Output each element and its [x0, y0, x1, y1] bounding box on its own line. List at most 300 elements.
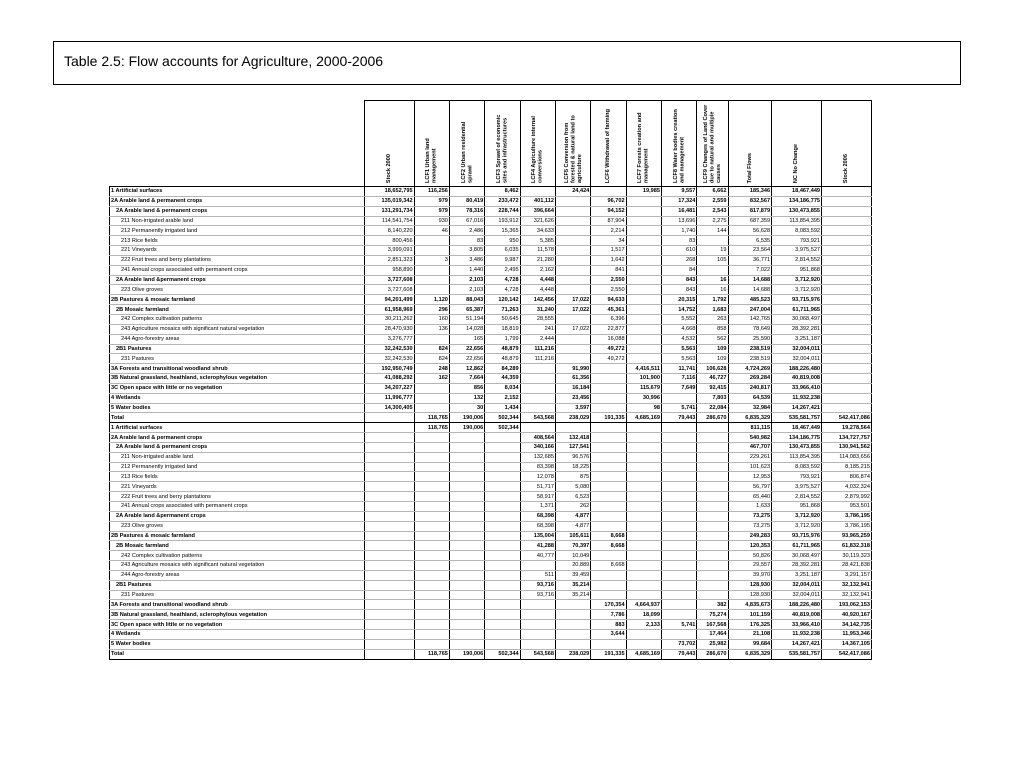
table-cell: 61,711,965	[772, 305, 822, 315]
table-cell	[591, 502, 626, 512]
table-cell: 28,392,281	[772, 561, 822, 571]
table-cell: 61,958,969	[364, 305, 414, 315]
table-cell	[364, 492, 414, 502]
row-label: 241 Annual crops associated with permanent crops	[110, 502, 365, 512]
table-cell	[661, 511, 696, 521]
table-cell	[661, 551, 696, 561]
table-cell: 116,256	[414, 187, 449, 197]
table-cell	[485, 511, 520, 521]
table-cell: 73,275	[728, 511, 772, 521]
table-cell: 1,792	[697, 295, 728, 305]
table-cell	[449, 433, 484, 443]
table-cell	[591, 590, 626, 600]
table-cell: 128,930	[728, 580, 772, 590]
row-label: 1 Artificial surfaces	[110, 423, 365, 433]
table-cell: 49,272	[591, 344, 626, 354]
table-cell	[414, 521, 449, 531]
table-row	[110, 629, 872, 639]
column-header-label: LCF4 Agriculture internal conversions	[531, 116, 544, 183]
table-cell: 84,289	[485, 364, 520, 374]
table-cell: 45,361	[591, 305, 626, 315]
table-cell	[449, 541, 484, 551]
column-header-label: NC No Change	[793, 143, 800, 183]
table-cell: 83,398	[520, 462, 555, 472]
table-cell	[449, 629, 484, 639]
table-cell	[414, 639, 449, 649]
table-cell	[364, 511, 414, 521]
table-cell	[697, 423, 728, 433]
table-row	[110, 561, 872, 571]
table-cell	[661, 393, 696, 403]
table-cell: 1,120	[414, 295, 449, 305]
table-cell	[626, 354, 661, 364]
table-cell	[697, 541, 728, 551]
table-cell	[414, 275, 449, 285]
row-label: 2B Mosaic farmland	[110, 541, 365, 551]
table-cell: 83	[661, 236, 696, 246]
table-cell: 856	[449, 383, 484, 393]
table-cell: 14,688	[728, 285, 772, 295]
table-cell	[822, 265, 872, 275]
table-cell	[414, 492, 449, 502]
table-cell: 10,049	[555, 551, 590, 561]
table-cell	[364, 482, 414, 492]
table-row	[110, 314, 872, 324]
title-box	[53, 41, 961, 85]
table-cell: 39,459	[555, 570, 590, 580]
table-row	[110, 442, 872, 452]
flow-accounts-table	[109, 100, 872, 660]
table-cell: 30,068,497	[772, 551, 822, 561]
table-cell	[591, 403, 626, 413]
table-cell: 5,741	[661, 620, 696, 630]
table-cell	[626, 216, 661, 226]
table-cell: 2,103	[449, 285, 484, 295]
table-cell: 485,523	[728, 295, 772, 305]
table-cell: 109	[697, 344, 728, 354]
table-cell	[822, 255, 872, 265]
table-cell: 135,019,342	[364, 196, 414, 206]
table-cell: 5,741	[661, 403, 696, 413]
table-cell: 6,535	[728, 236, 772, 246]
table-cell	[661, 433, 696, 443]
flow-accounts-table-container	[109, 100, 872, 660]
row-label: 223 Olive groves	[110, 521, 365, 531]
table-cell	[822, 354, 872, 364]
table-cell: 134,727,757	[822, 433, 872, 443]
table-cell: 4,685,169	[626, 413, 661, 423]
table-cell: 806,874	[822, 472, 872, 482]
table-row	[110, 462, 872, 472]
table-cell: 8,668	[591, 541, 626, 551]
table-row	[110, 590, 872, 600]
table-cell: 28,470,930	[364, 324, 414, 334]
row-label: 243 Agriculture mosaics with significant natural vegetation	[110, 324, 365, 334]
table-cell: 2,550	[591, 275, 626, 285]
table-cell	[626, 305, 661, 315]
table-cell: 562	[697, 334, 728, 344]
table-cell	[485, 482, 520, 492]
table-cell	[591, 511, 626, 521]
table-cell: 188,226,480	[772, 600, 822, 610]
table-cell: 106,628	[697, 364, 728, 374]
row-label: 212 Permanently irrigated land	[110, 462, 365, 472]
table-cell	[626, 511, 661, 521]
table-cell: 18,099	[626, 610, 661, 620]
table-cell	[661, 580, 696, 590]
table-cell	[661, 482, 696, 492]
table-cell: 511	[520, 570, 555, 580]
table-cell	[626, 334, 661, 344]
table-cell	[661, 502, 696, 512]
table-cell	[364, 600, 414, 610]
table-cell	[364, 452, 414, 462]
table-cell: 793,921	[772, 472, 822, 482]
table-cell: 25,982	[697, 639, 728, 649]
table-cell	[364, 561, 414, 571]
table-cell: 2,214	[591, 226, 626, 236]
table-cell: 3,999,091	[364, 246, 414, 256]
table-cell: 262	[555, 502, 590, 512]
table-cell: 142,456	[520, 295, 555, 305]
table-cell	[414, 462, 449, 472]
table-cell	[520, 639, 555, 649]
table-cell: 40,819,008	[772, 610, 822, 620]
table-cell: 22,656	[449, 354, 484, 364]
row-label: 241 Annual crops associated with permanent crops	[110, 265, 365, 275]
table-cell: 401,112	[520, 196, 555, 206]
table-cell	[697, 492, 728, 502]
table-row	[110, 216, 872, 226]
column-header	[697, 101, 728, 187]
table-row	[110, 285, 872, 295]
table-cell: 190,006	[449, 413, 484, 423]
table-cell: 2,879,992	[822, 492, 872, 502]
table-cell: 132,418	[555, 433, 590, 443]
table-cell: 2,814,552	[772, 255, 822, 265]
table-cell: 36,771	[728, 255, 772, 265]
table-row	[110, 620, 872, 630]
table-cell	[591, 442, 626, 452]
table-cell: 2,275	[697, 216, 728, 226]
table-cell: 951,868	[772, 265, 822, 275]
table-cell	[697, 561, 728, 571]
table-row	[110, 492, 872, 502]
table-cell: 75,274	[697, 610, 728, 620]
table-cell: 32,242,530	[364, 354, 414, 364]
table-cell	[626, 236, 661, 246]
table-cell: 502,344	[485, 649, 520, 659]
row-label: 2A Arable land &permanent crops	[110, 511, 365, 521]
row-label: 212 Permanently irrigated land	[110, 226, 365, 236]
table-cell: 824	[414, 354, 449, 364]
table-cell	[697, 531, 728, 541]
table-cell: 14,267,421	[772, 639, 822, 649]
table-cell: 3,251,187	[772, 334, 822, 344]
table-cell: 142,765	[728, 314, 772, 324]
table-cell	[626, 226, 661, 236]
table-cell	[626, 551, 661, 561]
table-cell	[364, 413, 414, 423]
table-cell	[661, 561, 696, 571]
table-cell	[414, 570, 449, 580]
table-row	[110, 236, 872, 246]
table-cell: 83	[449, 236, 484, 246]
table-cell	[626, 295, 661, 305]
table-cell	[822, 236, 872, 246]
table-cell: 18,467,449	[772, 187, 822, 197]
table-cell	[555, 639, 590, 649]
table-cell: 2,152	[485, 393, 520, 403]
table-row	[110, 324, 872, 334]
table-cell: 5,563	[661, 354, 696, 364]
table-cell: 61,832,318	[822, 541, 872, 551]
table-cell: 32,004,011	[772, 354, 822, 364]
table-cell: 18,467,449	[772, 423, 822, 433]
table-cell: 87,904	[591, 216, 626, 226]
table-cell: 79,443	[661, 649, 696, 659]
table-cell: 4,668	[661, 324, 696, 334]
table-cell	[555, 265, 590, 275]
table-cell	[591, 393, 626, 403]
table-cell: 11,932,238	[772, 629, 822, 639]
table-cell	[661, 541, 696, 551]
table-cell	[626, 561, 661, 571]
table-cell: 11,932,238	[772, 393, 822, 403]
table-cell: 50,826	[728, 551, 772, 561]
table-cell: 467,707	[728, 442, 772, 452]
table-cell: 61,356	[555, 374, 590, 384]
table-cell: 48,879	[485, 344, 520, 354]
row-label: 221 Vineyards	[110, 246, 365, 256]
table-cell: 228,744	[485, 206, 520, 216]
table-cell: 41,088,292	[364, 374, 414, 384]
row-label: 2A Arable land & permanent crops	[110, 442, 365, 452]
table-row	[110, 364, 872, 374]
table-cell	[555, 314, 590, 324]
table-cell	[555, 344, 590, 354]
table-cell: 12,078	[520, 472, 555, 482]
row-label: 213 Rice fields	[110, 472, 365, 482]
table-cell: 91,990	[555, 364, 590, 374]
table-cell	[822, 393, 872, 403]
table-cell: 15,365	[485, 226, 520, 236]
table-cell: 49,272	[591, 354, 626, 364]
table-cell: 32,004,011	[772, 344, 822, 354]
table-cell	[485, 600, 520, 610]
table-body	[110, 187, 872, 660]
table-cell: 11,996,777	[364, 393, 414, 403]
table-cell	[485, 590, 520, 600]
table-cell: 118,765	[414, 413, 449, 423]
table-cell: 32,132,941	[822, 580, 872, 590]
table-cell: 191,335	[591, 413, 626, 423]
table-cell	[414, 590, 449, 600]
table-cell: 93,965,259	[822, 531, 872, 541]
table-cell: 240,817	[728, 383, 772, 393]
table-cell: 71,263	[485, 305, 520, 315]
table-cell	[414, 442, 449, 452]
table-cell	[364, 541, 414, 551]
table-cell: 2,559	[697, 196, 728, 206]
table-cell: 30	[449, 403, 484, 413]
table-cell: 4,835,673	[728, 600, 772, 610]
table-row	[110, 206, 872, 216]
row-label: 2A Arable land & permanent crops	[110, 206, 365, 216]
table-cell	[485, 551, 520, 561]
table-cell	[449, 570, 484, 580]
table-cell: 34,207,227	[364, 383, 414, 393]
table-cell: 2,543	[697, 206, 728, 216]
table-cell: 88,043	[449, 295, 484, 305]
table-cell	[661, 600, 696, 610]
table-row	[110, 305, 872, 315]
table-cell	[626, 580, 661, 590]
table-row	[110, 472, 872, 482]
table-cell	[364, 590, 414, 600]
table-cell: 1,642	[591, 255, 626, 265]
table-cell	[485, 521, 520, 531]
table-cell	[697, 472, 728, 482]
table-cell: 5,563	[661, 344, 696, 354]
table-cell: 28,392,281	[772, 324, 822, 334]
table-cell	[697, 462, 728, 472]
column-header-label: LCF9 Changes of Land Cover due to natural and multiple causes	[702, 104, 722, 183]
row-label: 3B Natural grassland, heathland, sclerophylous vegetation	[110, 610, 365, 620]
table-cell	[555, 354, 590, 364]
table-cell: 502,344	[485, 423, 520, 433]
row-label: 4 Wetlands	[110, 629, 365, 639]
table-cell: 543,568	[520, 649, 555, 659]
table-cell	[591, 433, 626, 443]
table-cell: 858	[697, 324, 728, 334]
table-cell	[364, 649, 414, 659]
table-cell: 34,633	[520, 226, 555, 236]
table-cell: 113,854,395	[772, 216, 822, 226]
row-label: 244 Agro-forestry areas	[110, 334, 365, 344]
table-cell: 382	[697, 600, 728, 610]
table-cell: 930	[414, 216, 449, 226]
column-header	[822, 101, 872, 187]
table-cell: 4,728	[485, 285, 520, 295]
table-cell	[555, 334, 590, 344]
row-label: 1 Artificial surfaces	[110, 187, 365, 197]
column-header-label: LCF5 Conversion from forested & natural land to agriculture	[563, 115, 583, 183]
table-cell: 248	[414, 364, 449, 374]
table-cell: 50,645	[485, 314, 520, 324]
column-header-label: Stock 2000	[385, 153, 392, 183]
table-row	[110, 482, 872, 492]
table-cell	[591, 521, 626, 531]
table-cell: 193,062,153	[822, 600, 872, 610]
column-header	[520, 101, 555, 187]
column-header-label: Stock 2006	[843, 153, 850, 183]
table-cell	[661, 629, 696, 639]
column-header-label: LCF1 Urban land management	[425, 138, 438, 183]
table-cell: 176,325	[728, 620, 772, 630]
table-cell	[485, 561, 520, 571]
column-header	[449, 101, 484, 187]
table-cell: 238,029	[555, 413, 590, 423]
table-cell: 543,568	[520, 413, 555, 423]
table-cell	[697, 482, 728, 492]
table-row	[110, 649, 872, 659]
table-cell: 31,240	[520, 305, 555, 315]
table-row	[110, 275, 872, 285]
table-cell	[661, 521, 696, 531]
table-cell	[364, 472, 414, 482]
table-cell	[697, 570, 728, 580]
table-cell: 18,652,795	[364, 187, 414, 197]
table-cell: 101,159	[728, 610, 772, 620]
table-row	[110, 521, 872, 531]
table-cell: 16,481	[661, 206, 696, 216]
table-cell: 7,022	[728, 265, 772, 275]
table-cell	[822, 246, 872, 256]
table-cell	[626, 452, 661, 462]
table-cell: 7,786	[591, 610, 626, 620]
table-cell: 17,022	[555, 324, 590, 334]
table-cell	[364, 551, 414, 561]
table-cell	[364, 521, 414, 531]
table-cell: 340,166	[520, 442, 555, 452]
row-label: 221 Vineyards	[110, 482, 365, 492]
table-cell	[485, 531, 520, 541]
table-cell: 73,275	[728, 521, 772, 531]
table-cell: 1,633	[728, 502, 772, 512]
table-cell: 105,611	[555, 531, 590, 541]
table-cell	[626, 206, 661, 216]
table-cell: 296	[414, 305, 449, 315]
table-cell	[485, 442, 520, 452]
table-cell: 20,315	[661, 295, 696, 305]
table-cell	[661, 610, 696, 620]
table-cell	[449, 462, 484, 472]
table-cell: 35,214	[555, 590, 590, 600]
table-cell: 610	[661, 246, 696, 256]
table-cell	[822, 314, 872, 324]
table-cell: 6,835,329	[728, 413, 772, 423]
table-cell: 3	[414, 255, 449, 265]
table-cell: 93,715,976	[772, 295, 822, 305]
row-label: 2B Pastures & mosaic farmland	[110, 531, 365, 541]
table-row	[110, 639, 872, 649]
table-cell: 4,724,269	[728, 364, 772, 374]
table-cell: 135,004	[520, 531, 555, 541]
table-row	[110, 403, 872, 413]
table-cell	[626, 482, 661, 492]
table-cell	[626, 492, 661, 502]
table-cell: 841	[591, 265, 626, 275]
table-cell	[414, 285, 449, 295]
table-cell	[520, 629, 555, 639]
table-row	[110, 600, 872, 610]
table-cell: 101,623	[728, 462, 772, 472]
table-cell: 127,541	[555, 442, 590, 452]
table-cell: 4,032,324	[822, 482, 872, 492]
table-cell: 111,216	[520, 354, 555, 364]
row-label: 3B Natural grassland, heathland, sclerophylous vegetation	[110, 374, 365, 384]
table-cell: 105	[697, 255, 728, 265]
table-cell	[697, 442, 728, 452]
table-cell	[626, 314, 661, 324]
table-cell	[591, 187, 626, 197]
table-cell: 111,216	[520, 344, 555, 354]
table-cell	[626, 433, 661, 443]
table-cell: 16	[697, 275, 728, 285]
table-cell: 46,727	[697, 374, 728, 384]
table-cell	[414, 393, 449, 403]
